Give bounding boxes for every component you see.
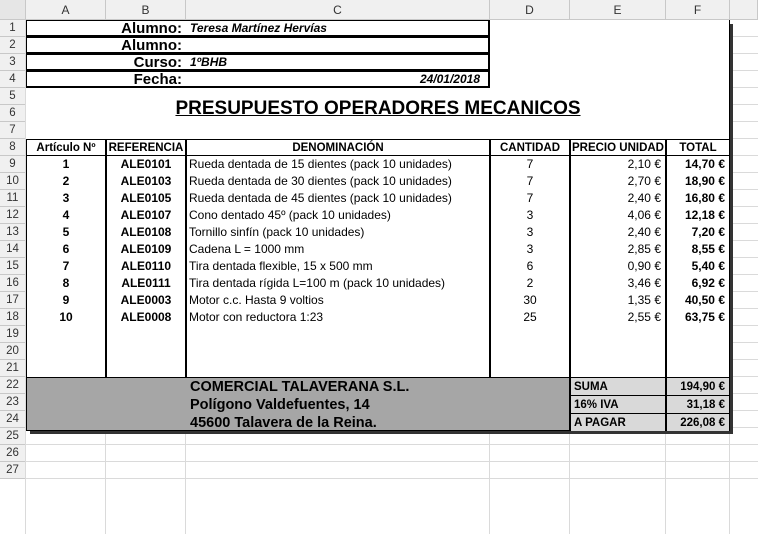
- column-header-B[interactable]: B: [106, 0, 186, 20]
- row-header-14[interactable]: 14: [0, 241, 26, 258]
- summary-value: 31,18 €: [666, 395, 730, 414]
- row-header-6[interactable]: 6: [0, 105, 26, 122]
- fecha-label: Fecha:: [133, 71, 182, 88]
- alumno2-label: Alumno:: [121, 37, 182, 54]
- cell-quantity[interactable]: 30: [490, 292, 570, 310]
- cell-article-number[interactable]: 3: [26, 190, 106, 208]
- empty-cell: [666, 360, 730, 378]
- cell-reference[interactable]: ALE0003: [106, 292, 186, 310]
- table-header-denomination: DENOMINACIÓN: [186, 139, 490, 156]
- cell-unit-price[interactable]: 2,10 €: [570, 156, 666, 174]
- row-header-23[interactable]: 23: [0, 394, 26, 411]
- empty-cell: [490, 343, 570, 361]
- row-header-22[interactable]: 22: [0, 377, 26, 394]
- cell-unit-price[interactable]: 2,55 €: [570, 309, 666, 327]
- cell-denomination[interactable]: Rueda dentada de 30 dientes (pack 10 unidades): [186, 173, 490, 191]
- cell-reference[interactable]: ALE0109: [106, 241, 186, 259]
- row-header-13[interactable]: 13: [0, 224, 26, 241]
- cell-quantity[interactable]: 6: [490, 258, 570, 276]
- cell-unit-price[interactable]: 2,40 €: [570, 224, 666, 242]
- cell-total[interactable]: 40,50 €: [666, 292, 730, 310]
- summary-value: 194,90 €: [666, 377, 730, 396]
- column-header-A[interactable]: A: [26, 0, 106, 20]
- column-header-G[interactable]: [730, 0, 758, 20]
- row-header-3[interactable]: 3: [0, 54, 26, 71]
- empty-cell: [666, 326, 730, 344]
- cell-article-number[interactable]: 1: [26, 156, 106, 174]
- empty-cell: [26, 326, 106, 344]
- empty-cell: [106, 360, 186, 378]
- row-header-18[interactable]: 18: [0, 309, 26, 326]
- gridline-h: [26, 444, 758, 445]
- cell-total[interactable]: 12,18 €: [666, 207, 730, 225]
- table-header-quantity: CANTIDAD: [490, 139, 570, 156]
- company-line2: Polígono Valdefuentes, 14: [190, 397, 370, 413]
- cell-reference[interactable]: ALE0111: [106, 275, 186, 293]
- row-header-10[interactable]: 10: [0, 173, 26, 190]
- empty-cell: [490, 326, 570, 344]
- cell-denomination[interactable]: Motor c.c. Hasta 9 voltios: [186, 292, 490, 310]
- empty-cell: [186, 343, 490, 361]
- cell-quantity[interactable]: 3: [490, 241, 570, 259]
- column-header-D[interactable]: D: [490, 0, 570, 20]
- cell-denomination[interactable]: Cono dentado 45º (pack 10 unidades): [186, 207, 490, 225]
- form-shadow-bottom: [30, 431, 733, 434]
- cell-article-number[interactable]: 7: [26, 258, 106, 276]
- row-header-17[interactable]: 17: [0, 292, 26, 309]
- cell-total[interactable]: 7,20 €: [666, 224, 730, 242]
- cell-reference[interactable]: ALE0103: [106, 173, 186, 191]
- cell-unit-price[interactable]: 4,06 €: [570, 207, 666, 225]
- column-header-E[interactable]: E: [570, 0, 666, 20]
- cell-total[interactable]: 5,40 €: [666, 258, 730, 276]
- cell-quantity[interactable]: 3: [490, 207, 570, 225]
- empty-cell: [26, 360, 106, 378]
- cell-total[interactable]: 6,92 €: [666, 275, 730, 293]
- cell-denomination[interactable]: Tira dentada rígida L=100 m (pack 10 unidades): [186, 275, 490, 293]
- cell-reference[interactable]: ALE0101: [106, 156, 186, 174]
- column-header-F[interactable]: F: [666, 0, 730, 20]
- row-header-4[interactable]: 4: [0, 71, 26, 88]
- table-header-article-number: Artículo Nº: [26, 139, 106, 156]
- row-header-9[interactable]: 9: [0, 156, 26, 173]
- gridline-h: [26, 461, 758, 462]
- cell-quantity[interactable]: 7: [490, 190, 570, 208]
- company-line3: 45600 Talavera de la Reina.: [190, 415, 377, 431]
- row-header-7[interactable]: 7: [0, 122, 26, 139]
- cell-reference[interactable]: ALE0108: [106, 224, 186, 242]
- form-border-right: [729, 20, 730, 431]
- cell-article-number[interactable]: 4: [26, 207, 106, 225]
- row-header-15[interactable]: 15: [0, 258, 26, 275]
- summary-label: SUMA: [570, 377, 666, 396]
- cell-article-number[interactable]: 5: [26, 224, 106, 242]
- cell-total[interactable]: 16,80 €: [666, 190, 730, 208]
- cell-reference[interactable]: ALE0105: [106, 190, 186, 208]
- empty-cell: [106, 343, 186, 361]
- table-header-reference: REFERENCIA: [106, 139, 186, 156]
- cell-quantity[interactable]: 2: [490, 275, 570, 293]
- page-title: PRESUPUESTO OPERADORES MECANICOS: [175, 98, 581, 119]
- empty-cell: [666, 343, 730, 361]
- cell-total[interactable]: 8,55 €: [666, 241, 730, 259]
- row-header-16[interactable]: 16: [0, 275, 26, 292]
- row-header-24[interactable]: 24: [0, 411, 26, 428]
- alumno1-value[interactable]: Teresa Martínez Hervías: [190, 21, 327, 35]
- cell-article-number[interactable]: 8: [26, 275, 106, 293]
- cell-total[interactable]: 14,70 €: [666, 156, 730, 174]
- table-header-total: TOTAL: [666, 139, 730, 156]
- cell-quantity[interactable]: 25: [490, 309, 570, 327]
- row-header-8[interactable]: 8: [0, 139, 26, 156]
- cell-reference[interactable]: ALE0107: [106, 207, 186, 225]
- empty-cell: [186, 326, 490, 344]
- cell-reference[interactable]: ALE0110: [106, 258, 186, 276]
- cell-quantity[interactable]: 7: [490, 156, 570, 174]
- cell-quantity[interactable]: 7: [490, 173, 570, 191]
- row-header-20[interactable]: 20: [0, 343, 26, 360]
- cell-denomination[interactable]: Rueda dentada de 15 dientes (pack 10 unidades): [186, 156, 490, 174]
- cell-article-number[interactable]: 2: [26, 173, 106, 191]
- row-header-21[interactable]: 21: [0, 360, 26, 377]
- row-header-26[interactable]: 26: [0, 445, 26, 462]
- row-header-12[interactable]: 12: [0, 207, 26, 224]
- summary-value: 226,08 €: [666, 413, 730, 432]
- row-header-19[interactable]: 19: [0, 326, 26, 343]
- empty-cell: [570, 343, 666, 361]
- select-all-corner[interactable]: [0, 0, 26, 20]
- empty-cell: [186, 360, 490, 378]
- cell-total[interactable]: 63,75 €: [666, 309, 730, 327]
- row-header-27[interactable]: 27: [0, 462, 26, 479]
- cell-total[interactable]: 18,90 €: [666, 173, 730, 191]
- row-header-1[interactable]: 1: [0, 20, 26, 37]
- gridline-h: [26, 478, 758, 479]
- alumno1-label: Alumno:: [121, 20, 182, 37]
- cell-unit-price[interactable]: 2,85 €: [570, 241, 666, 259]
- cell-unit-price[interactable]: 0,90 €: [570, 258, 666, 276]
- alumno2-value[interactable]: [186, 37, 486, 54]
- empty-cell: [490, 360, 570, 378]
- row-header-2[interactable]: 2: [0, 37, 26, 54]
- cell-denomination[interactable]: Tornillo sinfín (pack 10 unidades): [186, 224, 490, 242]
- company-line1: COMERCIAL TALAVERANA S.L.: [190, 379, 410, 395]
- cell-unit-price[interactable]: 2,70 €: [570, 173, 666, 191]
- row-header-25[interactable]: 25: [0, 428, 26, 445]
- row-header-5[interactable]: 5: [0, 88, 26, 105]
- empty-cell: [106, 326, 186, 344]
- cell-reference[interactable]: ALE0008: [106, 309, 186, 327]
- cell-denomination[interactable]: Cadena L = 1000 mm: [186, 241, 490, 259]
- cell-unit-price[interactable]: 1,35 €: [570, 292, 666, 310]
- cell-denomination[interactable]: Rueda dentada de 45 dientes (pack 10 unidades): [186, 190, 490, 208]
- cell-denomination[interactable]: Tira dentada flexible, 15 x 500 mm: [186, 258, 490, 276]
- summary-label: A PAGAR: [570, 413, 666, 432]
- cell-quantity[interactable]: 3: [490, 224, 570, 242]
- column-header-C[interactable]: C: [186, 0, 490, 20]
- form-shadow-right: [730, 24, 733, 434]
- fecha-value[interactable]: 24/01/2018: [419, 72, 480, 86]
- cell-denomination[interactable]: Motor con reductora 1:23: [186, 309, 490, 327]
- cell-article-number[interactable]: 9: [26, 292, 106, 310]
- empty-cell: [570, 326, 666, 344]
- curso-label: Curso:: [133, 54, 182, 71]
- empty-cell: [26, 343, 106, 361]
- cell-unit-price[interactable]: 2,40 €: [570, 190, 666, 208]
- cell-article-number[interactable]: 6: [26, 241, 106, 259]
- table-header-unit-price: PRECIO UNIDAD: [570, 139, 666, 156]
- cell-unit-price[interactable]: 3,46 €: [570, 275, 666, 293]
- curso-value[interactable]: 1ºBHB: [190, 55, 228, 69]
- empty-cell: [570, 360, 666, 378]
- summary-label: 16% IVA: [570, 395, 666, 414]
- cell-article-number[interactable]: 10: [26, 309, 106, 327]
- row-header-11[interactable]: 11: [0, 190, 26, 207]
